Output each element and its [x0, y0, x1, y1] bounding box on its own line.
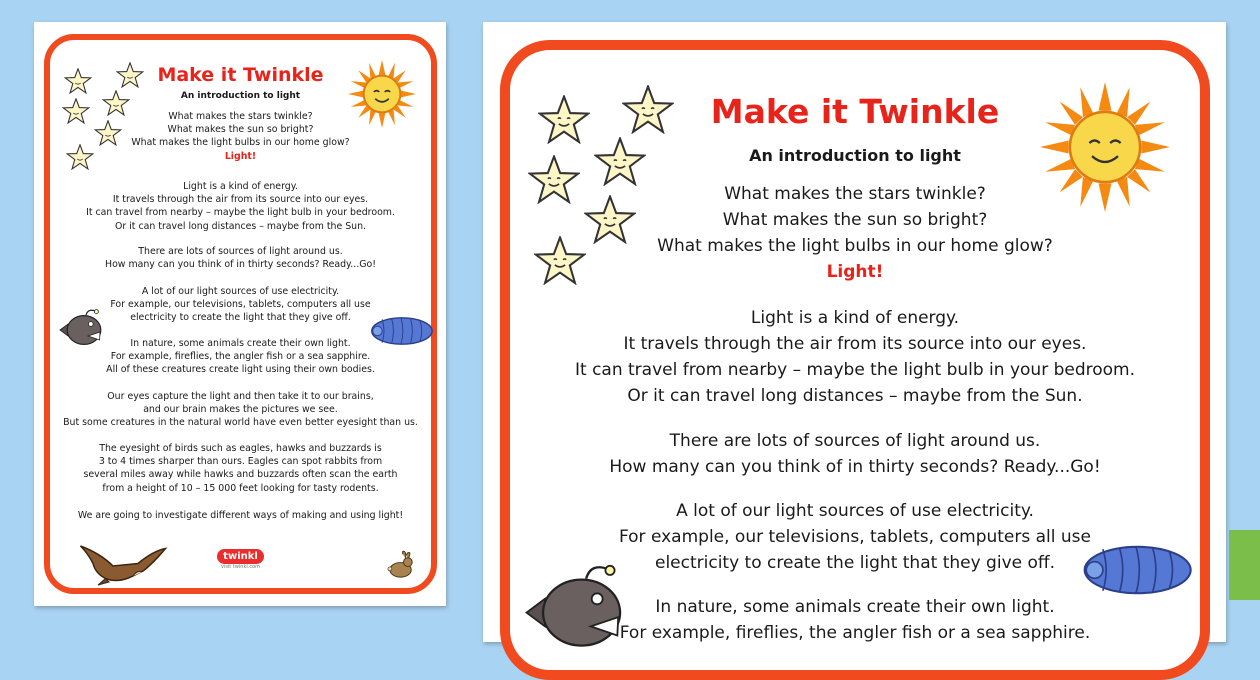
- electricity-line: For example, our televisions, tablets, computers all use: [618, 527, 1091, 547]
- star-icon: [528, 155, 580, 204]
- answer-text-large: Light!: [826, 262, 884, 282]
- sun-icon: [348, 60, 416, 128]
- nature-line: For example, fireflies, the angler fish or a sea sapphire.: [110, 351, 371, 363]
- energy-line: Or it can travel long distances – maybe from the Sun.: [627, 386, 1083, 406]
- star-icon: [538, 95, 590, 144]
- sea-sapphire-icon: [368, 314, 434, 348]
- angler-fish-icon: [58, 308, 106, 348]
- rabbit-icon: [386, 550, 420, 580]
- sources-paragraph: [50, 245, 431, 271]
- poster-enlarged: [483, 22, 1226, 642]
- twinkl-logo: [50, 544, 431, 570]
- eyes-paragraph: [50, 390, 431, 430]
- electricity-line: electricity to create the light that they give off.: [130, 312, 351, 324]
- twinkl-logo-text: twinkl: [217, 549, 264, 564]
- question-line: What makes the stars twinkle?: [168, 111, 313, 122]
- star-icon: [102, 90, 130, 116]
- question-line: What makes the sun so bright?: [722, 210, 988, 230]
- birds-line: The eyesight of birds such as eagles, hawks and buzzards is: [99, 443, 382, 454]
- question-line: What makes the light bulbs in our home glow?: [657, 236, 1053, 256]
- electricity-line: A lot of our light sources of use electricity.: [676, 501, 1034, 521]
- angler-fish-icon: [522, 562, 632, 654]
- star-icon: [62, 98, 90, 124]
- eyes-line: and our brain makes the pictures we see.: [143, 404, 338, 416]
- poster-subtitle: An introduction to light: [180, 91, 301, 101]
- energy-line: It can travel from nearby – maybe the light bulb in your bedroom.: [86, 207, 395, 219]
- energy-paragraph: [50, 180, 431, 233]
- star-icon: [622, 85, 674, 134]
- energy-line: Light is a kind of energy.: [183, 181, 298, 192]
- energy-line: It travels through the air from its source into our eyes.: [623, 334, 1087, 354]
- nature-line: In nature, some animals create their own light.: [655, 597, 1055, 617]
- star-icon: [594, 137, 646, 186]
- question-line: What makes the sun so bright?: [167, 124, 314, 136]
- sources-line: There are lots of sources of light around us.: [138, 246, 343, 257]
- poster-enlarged-frame: [500, 40, 1210, 680]
- poster-title: Make it Twinkle: [157, 64, 324, 86]
- side-tab[interactable]: [1229, 530, 1260, 600]
- energy-paragraph-large: [510, 305, 1200, 409]
- poster-thumbnail-frame: [44, 34, 437, 594]
- birds-line: 3 to 4 times sharper than ours. Eagles can spot rabbits from: [98, 456, 383, 468]
- star-icon: [64, 68, 92, 94]
- sun-icon: [1040, 82, 1170, 212]
- birds-paragraph: [50, 442, 431, 495]
- electricity-line: A lot of our light sources of use electricity.: [141, 286, 340, 297]
- birds-line: from a height of 10 – 15 000 feet looking for tasty rodents.: [102, 482, 379, 494]
- eyes-line: Our eyes capture the light and then take it to our brains,: [107, 391, 374, 402]
- energy-line: It can travel from nearby – maybe the light bulb in your bedroom.: [574, 360, 1136, 380]
- sea-sapphire-icon: [1078, 540, 1194, 600]
- closing-paragraph: [50, 509, 431, 522]
- sources-paragraph-large: [510, 428, 1200, 480]
- energy-line: Or it can travel long distances – maybe from the Sun.: [114, 220, 367, 232]
- energy-line: It travels through the air from its source into our eyes.: [112, 194, 369, 206]
- star-icon: [584, 195, 636, 244]
- star-icon: [534, 236, 586, 285]
- electricity-line: electricity to create the light that they give off.: [654, 553, 1056, 573]
- closing-line: We are going to investigate different ways of making and using light!: [77, 510, 404, 521]
- sources-line: There are lots of sources of light around us.: [669, 431, 1041, 451]
- star-icon: [116, 62, 144, 88]
- nature-line: All of these creatures create light using their own bodies.: [106, 364, 375, 376]
- electricity-line: For example, our televisions, tablets, computers all use: [110, 299, 371, 311]
- nature-line: In nature, some animals create their own light.: [130, 338, 351, 349]
- question-line: What makes the light bulbs in our home glow?: [131, 137, 350, 149]
- star-icon: [94, 120, 122, 146]
- sources-line: How many can you think of in thirty seconds? Ready...Go!: [105, 259, 376, 271]
- question-line: What makes the stars twinkle?: [724, 184, 986, 204]
- poster-thumbnail: [34, 22, 446, 606]
- energy-line: Light is a kind of energy.: [750, 308, 960, 328]
- nature-line: For example, fireflies, the angler fish or a sea sapphire.: [619, 623, 1091, 643]
- poster-title-large: Make it Twinkle: [710, 92, 1000, 131]
- poster-subtitle-large: An introduction to light: [749, 146, 961, 165]
- twinkl-logo-url: visit twinkl.com: [220, 564, 261, 570]
- sources-line: How many can you think of in thirty seconds? Ready...Go!: [609, 457, 1101, 477]
- star-icon: [66, 144, 94, 170]
- answer-text: Light!: [224, 150, 257, 162]
- eyes-line: But some creatures in the natural world have even better eyesight than us.: [63, 417, 418, 429]
- birds-line: several miles away while hawks and buzzards often scan the earth: [83, 469, 398, 481]
